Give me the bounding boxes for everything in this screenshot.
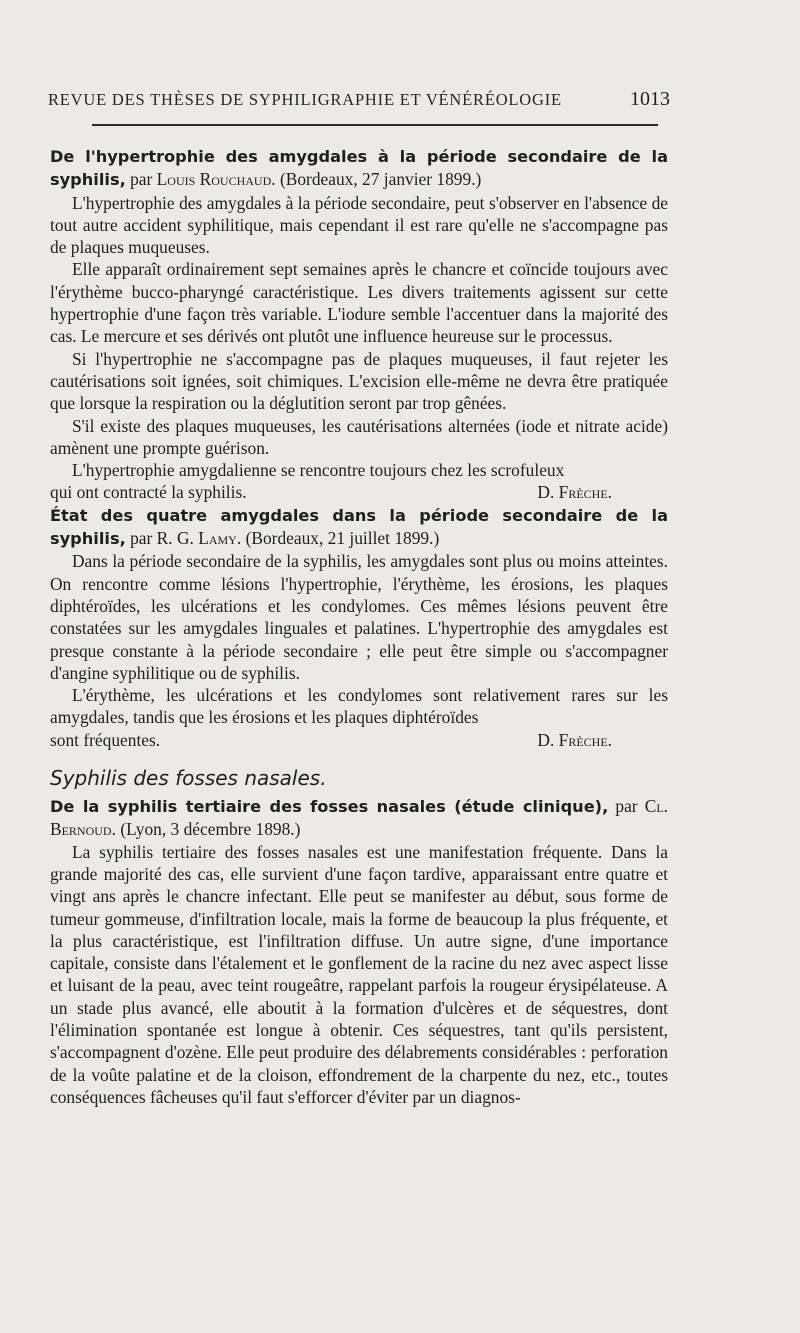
header-rule bbox=[92, 124, 658, 126]
article-3-author: Cl. Bernoud. bbox=[50, 796, 669, 840]
article-2-closing-line bbox=[50, 729, 668, 751]
section-title: Syphilis des fosses nasales. bbox=[50, 766, 327, 791]
article-1-signature: D. Frèche. bbox=[537, 482, 612, 503]
article-1-source: (Bordeaux, 27 janvier 1899.) bbox=[279, 169, 482, 190]
article-3-paragraph-1: La syphilis tertiaire des fosses nasales est une manifestation fréquente. Dans la grande majorité des cas, elle survient d'une façon tardive, apparaissant entre quatre et vingt ans après le chancre infectant. Elle peut se manifester au début, sous forme de tumeur gommeuse, d'infiltration locale, mais la forme de beaucoup la plus fréquente, et la plus caractéristique, est l'infiltration diffuse. Un autre signe, d'une importance capitale, consiste dans l'étalement et le gonflement de la racine du nez avec aspect lisse et luisant de la peau, avec teint rougeâtre, rappelant parfois la rougeur érysipélateuse. A un stade plus avancé, elle aboutit à la formation d'ulcères et de séquestres, dont l'élimination spontanée est longue à obtenir. Ces séquestres, tant qu'ils persistent, s'accompagnent d'ozène. Elle peut produire des délabrements considérables : perforation de la voûte palatine et de la cloison, effondrement de la charpente du nez, etc., toutes conséquences fâcheuses qu'il faut s'efforcer d'éviter par un diagnos- bbox=[50, 841, 668, 1107]
article-1-heading bbox=[50, 145, 668, 192]
article-2-author: R. G. Lamy. bbox=[156, 528, 242, 549]
article-3-heading bbox=[50, 795, 668, 841]
article-2-paragraph-1: Dans la période secondaire de la syphilis, les amygdales sont plus ou moins atteintes. On rencontre comme lésions l'hypertrophie, l'érythème, les érosions, les plaques diphtéroïdes, les ulcérations et les condylomes. Ces mêmes lésions peuvent être constatées sur les amygdales linguales et palatines. L'hypertrophie des amygdales est presque constante à la période secondaire ; elle peut être simple ou s'accompagner d'angine syphilitique ou de syphilis. bbox=[50, 551, 668, 683]
article-2-title: État des quatre amygdales dans la période secondaire de la syphilis, bbox=[50, 505, 668, 549]
article-1-paragraph-3: Si l'hypertrophie ne s'accompagne pas de plaques muqueuses, il faut rejeter les cautérisations soit ignées, soit chimiques. L'excision elle-même ne devra être pratiquée que lorsque la respiration ou la déglutition seront par trop gênées. bbox=[50, 348, 668, 414]
article-1-closing-line bbox=[50, 481, 668, 503]
article-3-source: (Lyon, 3 décembre 1898.) bbox=[120, 819, 301, 840]
article-2-paragraph-2-end: sont fréquentes. bbox=[50, 729, 161, 750]
article-2-source: (Bordeaux, 21 juillet 1899.) bbox=[245, 528, 440, 549]
article-2-signature: D. Frèche. bbox=[537, 729, 612, 750]
article-1-paragraph-4: S'il existe des plaques muqueuses, les cautérisations alternées (iode et nitrate acide) amènent une prompte guérison. bbox=[50, 415, 668, 458]
article-1-by: par bbox=[130, 169, 153, 190]
article-2-by: par bbox=[130, 528, 153, 549]
page-body bbox=[50, 145, 668, 1108]
article-1-paragraph-5-end: qui ont contracté la syphilis. bbox=[50, 482, 247, 503]
article-2-paragraph-2: L'érythème, les ulcérations et les condylomes sont relativement rares sur les amygdales, tandis que les érosions et les plaques diphtéroïdes bbox=[50, 685, 668, 728]
article-1-author: Louis Rouchaud. bbox=[156, 169, 276, 190]
page-number: 1013 bbox=[630, 88, 670, 110]
running-title: REVUE DES THÈSES DE SYPHILIGRAPHIE ET VÉNÉRÉOLOGIE bbox=[48, 90, 562, 109]
article-3-by: par bbox=[615, 796, 638, 817]
article-1-paragraph-2: Elle apparaît ordinairement sept semaines après le chancre et coïncide toujours avec l'érythème bucco-pharyngé caractéristique. Les divers traitements agissent sur cette hypertrophie d'une façon très variable. L'iodure semble l'accentuer dans la majorité des cas. Le mercure et ses dérivés ont plutôt une influence heureuse sur le processus. bbox=[50, 259, 668, 347]
article-1-paragraph-5: L'hypertrophie amygdalienne se rencontre toujours chez les scrofuleux bbox=[72, 460, 565, 481]
article-3-title: De la syphilis tertiaire des fosses nasales (étude clinique), bbox=[50, 797, 609, 817]
page-header bbox=[48, 90, 670, 114]
article-1-title: De l'hypertrophie des amygdales à la période secondaire de la syphilis, bbox=[50, 147, 668, 190]
article-1-paragraph-1: L'hypertrophie des amygdales à la période secondaire, peut s'observer en l'absence de tout autre accident syphilitique, mais cependant il est rare qu'elle ne s'accompagne pas de plaques muqueuses. bbox=[50, 192, 668, 258]
article-2-heading bbox=[50, 504, 668, 551]
